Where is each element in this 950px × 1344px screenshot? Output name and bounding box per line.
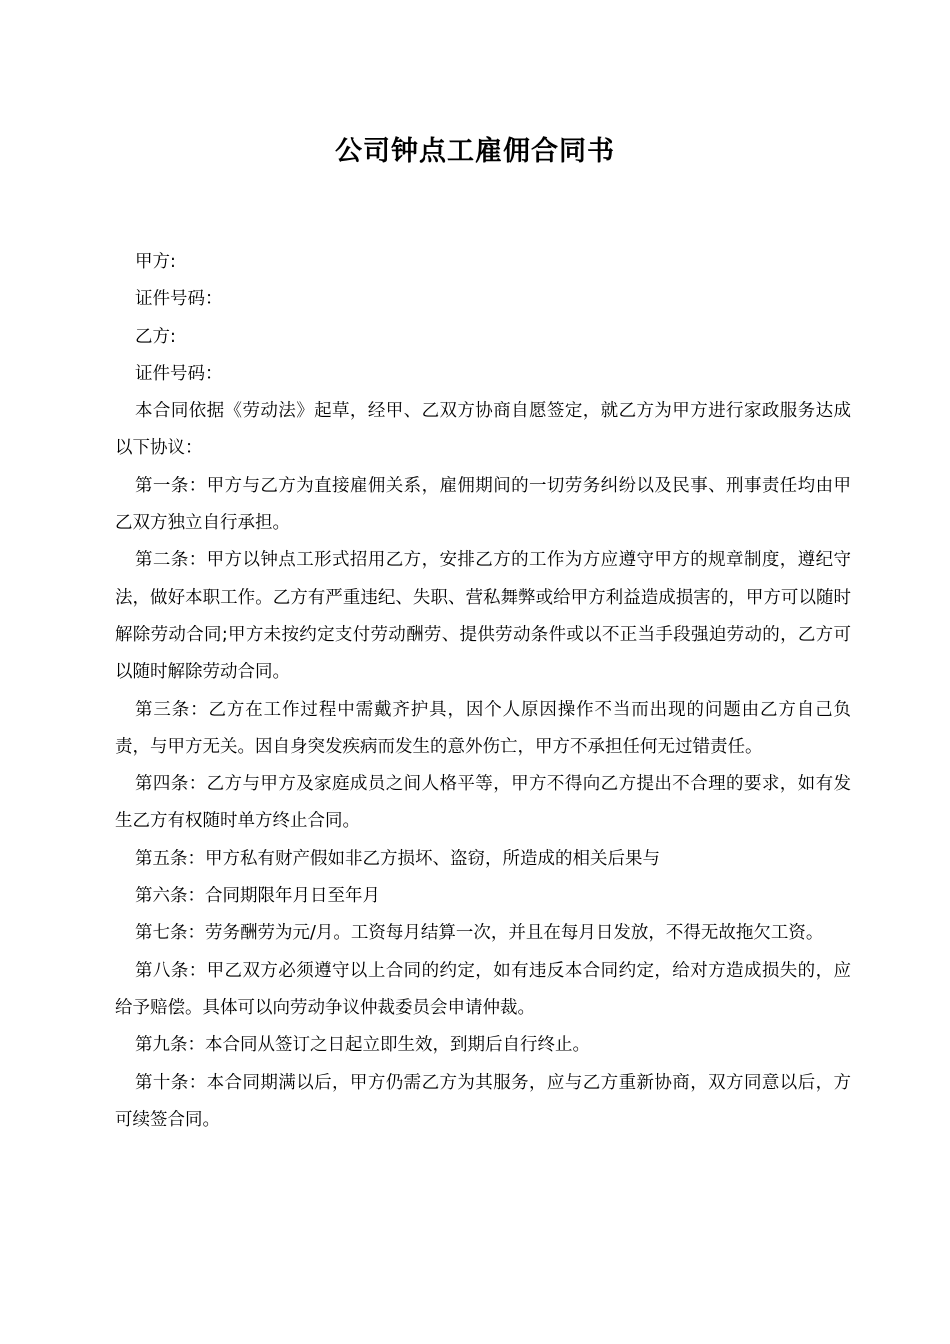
article-1: 第一条：甲方与乙方为直接雇佣关系，雇佣期间的一切劳务纠纷以及民事、刑事责任均由甲乙双方独立自行承担。 — [115, 475, 851, 534]
party-b-id-line: 证件号码： — [135, 363, 223, 384]
party-b-line: 乙方: — [135, 326, 176, 347]
article-7: 第七条：劳务酬劳为元/月。工资每月结算一次，并且在每月日发放，不得无故拖欠工资。 — [135, 923, 824, 944]
contract-body — [115, 244, 851, 1139]
article-5: 第五条：甲方私有财产假如非乙方损坏、盗窃，所造成的相关后果与 — [135, 848, 660, 869]
contract-preamble: 本合同依据《劳动法》起草，经甲、乙双方协商自愿签定，就乙方为甲方进行家政服务达成以下协议： — [115, 401, 851, 459]
article-10: 第十条：本合同期满以后，甲方仍需乙方为其服务，应与乙方重新协商，双方同意以后，方可续签合同。 — [115, 1072, 851, 1130]
party-a-line: 甲方: — [135, 252, 176, 272]
document-title: 公司钟点工雇佣合同书 — [335, 136, 615, 167]
article-2: 第二条：甲方以钟点工形式招用乙方，安排乙方的工作为方应遵守甲方的规章制度，遵纪守法，做好本职工作。乙方有严重违纪、失职、营私舞弊或给甲方利益造成损害的，甲方可以随时解除劳动合同;甲方未按约定支付劳动酬劳、提供劳动条件或以不正当手段强迫劳动的，乙方可以随时解除劳动合同。 — [115, 550, 851, 683]
article-9: 第九条：本合同从签订之日起立即生效，到期后自行终止。 — [135, 1035, 590, 1056]
article-8: 第八条：甲乙双方必须遵守以上合同的约定，如有违反本合同约定，给对方造成损失的，应给予赔偿。具体可以向劳动争议仲裁委员会申请仲裁。 — [115, 960, 851, 1018]
article-4: 第四条：乙方与甲方及家庭成员之间人格平等，甲方不得向乙方提出不合理的要求，如有发生乙方有权随时单方终止合同。 — [115, 774, 851, 832]
article-6: 第六条：合同期限年月日至年月 — [135, 886, 380, 907]
article-3: 第三条：乙方在工作过程中需戴齐护具，因个人原因操作不当而出现的问题由乙方自己负责，与甲方无关。因自身突发疾病而发生的意外伤亡，甲方不承担任何无过错责任。 — [115, 699, 851, 757]
party-a-id-line: 证件号码： — [135, 289, 223, 310]
